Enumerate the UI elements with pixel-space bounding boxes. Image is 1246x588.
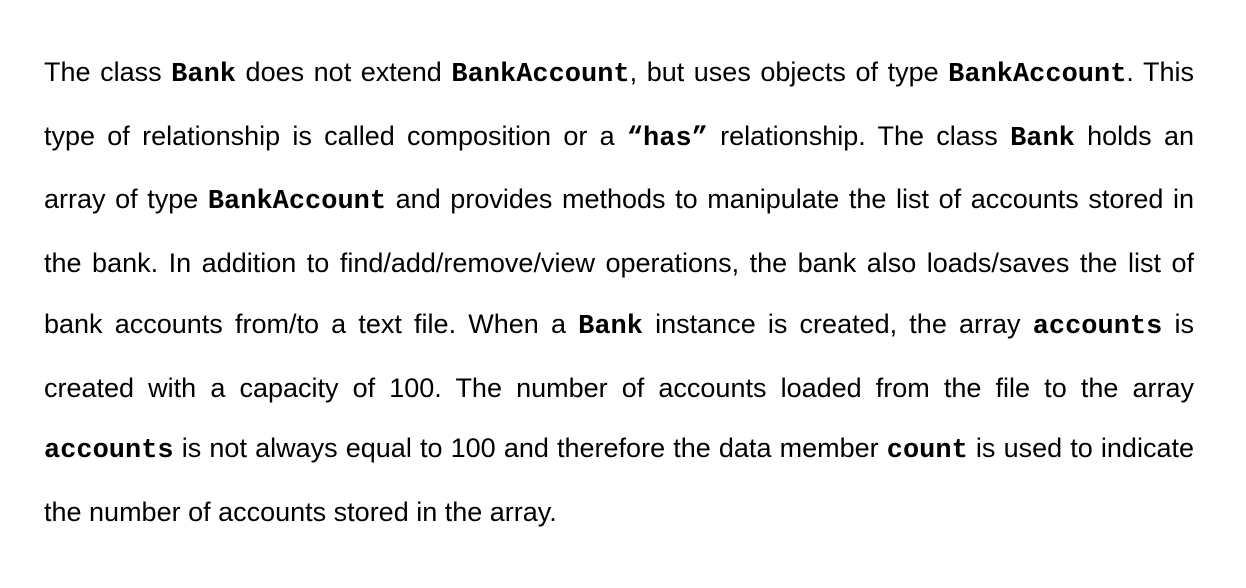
text-run: relationship. The class [707,120,1011,151]
code-term: BankAccount [948,60,1127,90]
body-paragraph [44,42,1194,543]
code-term: Bank [1010,123,1075,154]
code-term: “has” [626,123,708,154]
code-term: accounts [1032,311,1163,342]
code-term: count [886,436,968,467]
text-run: , but uses objects of type [629,57,949,87]
text-run: and provides methods to manipulate the list of accounts stored in the bank. In addition to find/add/remove/view operations, the bank also loads/saves the list of bank accounts from/to a text file. When a [44,184,1194,339]
code-term: accounts [44,436,174,467]
text-run: The class [44,57,172,87]
code-term: Bank [578,311,643,342]
code-term: BankAccount [451,60,630,90]
text-run: instance is created, the array [642,308,1033,339]
text-run: is created with a capacity of 100. The number of accounts loaded from the file to the array [44,308,1195,403]
text-run: . This type of relationship is called composition or a [44,57,1194,151]
code-term: BankAccount [207,187,387,218]
text-run: is not always equal to 100 and therefore the data member [173,433,887,464]
code-term: Bank [171,60,236,90]
text-run: holds an array of type [44,120,1194,215]
text-run: does not extend [235,57,452,87]
text-run: is used to indicate the number of accounts stored in the array. [44,433,1194,527]
